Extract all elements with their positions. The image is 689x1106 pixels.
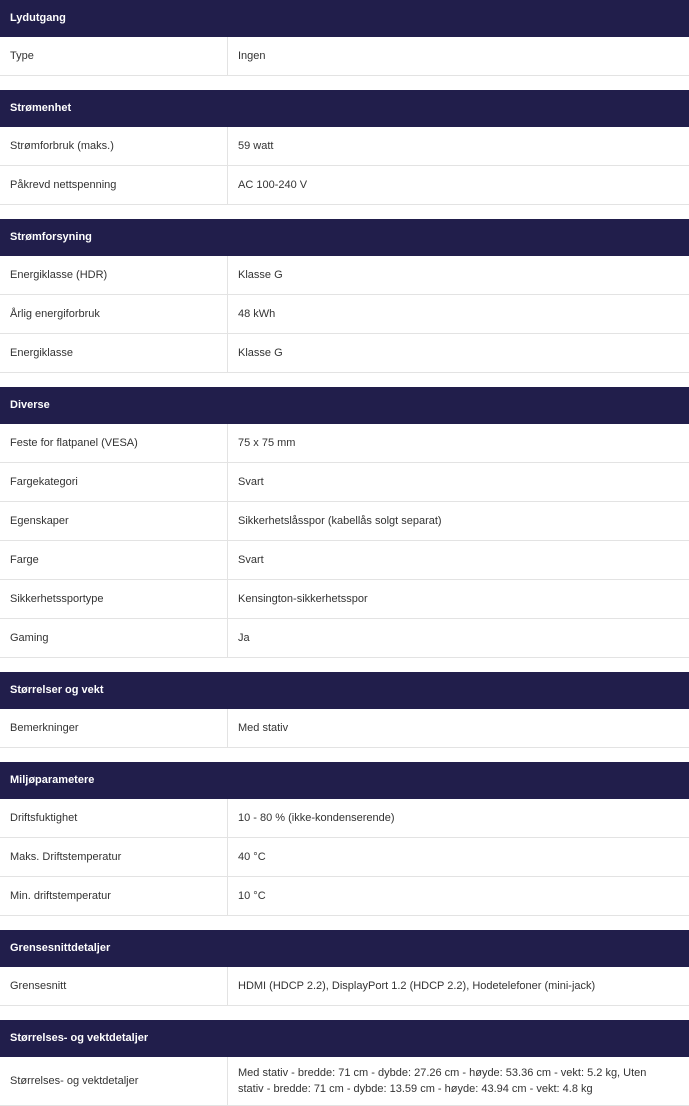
spec-label: Fargekategori [0,463,228,501]
spec-label: Energiklasse (HDR) [0,256,228,294]
section-gap [0,916,689,930]
section-gap [0,658,689,672]
spec-label: Gaming [0,619,228,657]
spec-label: Feste for flatpanel (VESA) [0,424,228,462]
section-header: Grensesnittdetaljer [0,930,689,967]
spec-label: Egenskaper [0,502,228,540]
spec-label: Driftsfuktighet [0,799,228,837]
spec-section [0,219,689,373]
section-header: Strømenhet [0,90,689,127]
spec-row [0,799,689,838]
spec-label: Strømforbruk (maks.) [0,127,228,165]
spec-section [0,90,689,205]
section-gap [0,373,689,387]
spec-value: Klasse G [238,269,283,281]
spec-label: Energiklasse [0,334,228,372]
spec-section [0,387,689,658]
spec-value: 59 watt [238,140,274,152]
spec-value: 75 x 75 mm [238,437,296,449]
spec-row [0,877,689,916]
spec-label: Bemerkninger [0,709,228,747]
spec-label: Type [0,37,228,75]
spec-label: Min. driftstemperatur [0,877,228,915]
section-header: Lydutgang [0,0,689,37]
spec-row [0,580,689,619]
spec-value: Ja [238,632,250,644]
section-header: Størrelser og vekt [0,672,689,709]
spec-row [0,127,689,166]
section-gap [0,205,689,219]
spec-value: 48 kWh [238,308,276,320]
spec-label: Grensesnitt [0,967,228,1005]
spec-row [0,37,689,76]
spec-label: Påkrevd nettspenning [0,166,228,204]
section-gap [0,76,689,90]
spec-value: Med stativ [238,722,289,734]
spec-section [0,930,689,1006]
spec-value: Klasse G [238,347,283,359]
spec-value: Sikkerhetslåsspor (kabellås solgt separat) [238,515,442,527]
spec-row [0,967,689,1006]
spec-row [0,838,689,877]
spec-value: Svart [238,554,264,566]
spec-value: 40 °C [238,851,266,863]
spec-row [0,541,689,580]
section-header: Miljøparametere [0,762,689,799]
spec-value: Svart [238,476,264,488]
spec-value: Kensington-sikkerhetsspor [238,593,368,605]
spec-row [0,709,689,748]
section-header: Diverse [0,387,689,424]
spec-label: Sikkerhetssportype [0,580,228,618]
spec-row [0,166,689,205]
spec-row [0,502,689,541]
spec-row [0,256,689,295]
spec-section [0,672,689,748]
spec-row [0,1057,689,1106]
spec-section [0,0,689,76]
spec-value: HDMI (HDCP 2.2), DisplayPort 1.2 (HDCP 2.2), Hodetelefoner (mini-jack) [238,980,596,992]
spec-value: AC 100-240 V [238,179,308,191]
spec-label: Størrelses- og vektdetaljer [0,1057,228,1105]
section-gap [0,748,689,762]
spec-value: Med stativ - bredde: 71 cm - dybde: 27.26 cm - høyde: 53.36 cm - vekt: 5.2 kg, Uten stativ - bredde: 71 cm - dybde: 13.59 cm - høyde: 43.94 cm - vekt: 4.8 kg [238,1067,647,1095]
spec-label: Maks. Driftstemperatur [0,838,228,876]
spec-label: Årlig energiforbruk [0,295,228,333]
spec-value: 10 - 80 % (ikke-kondenserende) [238,812,395,824]
spec-section [0,1020,689,1106]
section-header: Størrelses- og vektdetaljer [0,1020,689,1057]
spec-value: Ingen [238,50,266,62]
spec-row [0,424,689,463]
spec-label: Farge [0,541,228,579]
spec-section [0,762,689,916]
spec-row [0,334,689,373]
section-gap [0,1006,689,1020]
section-header: Strømforsyning [0,219,689,256]
spec-row [0,295,689,334]
spec-row [0,463,689,502]
spec-value: 10 °C [238,890,266,902]
spec-row [0,619,689,658]
